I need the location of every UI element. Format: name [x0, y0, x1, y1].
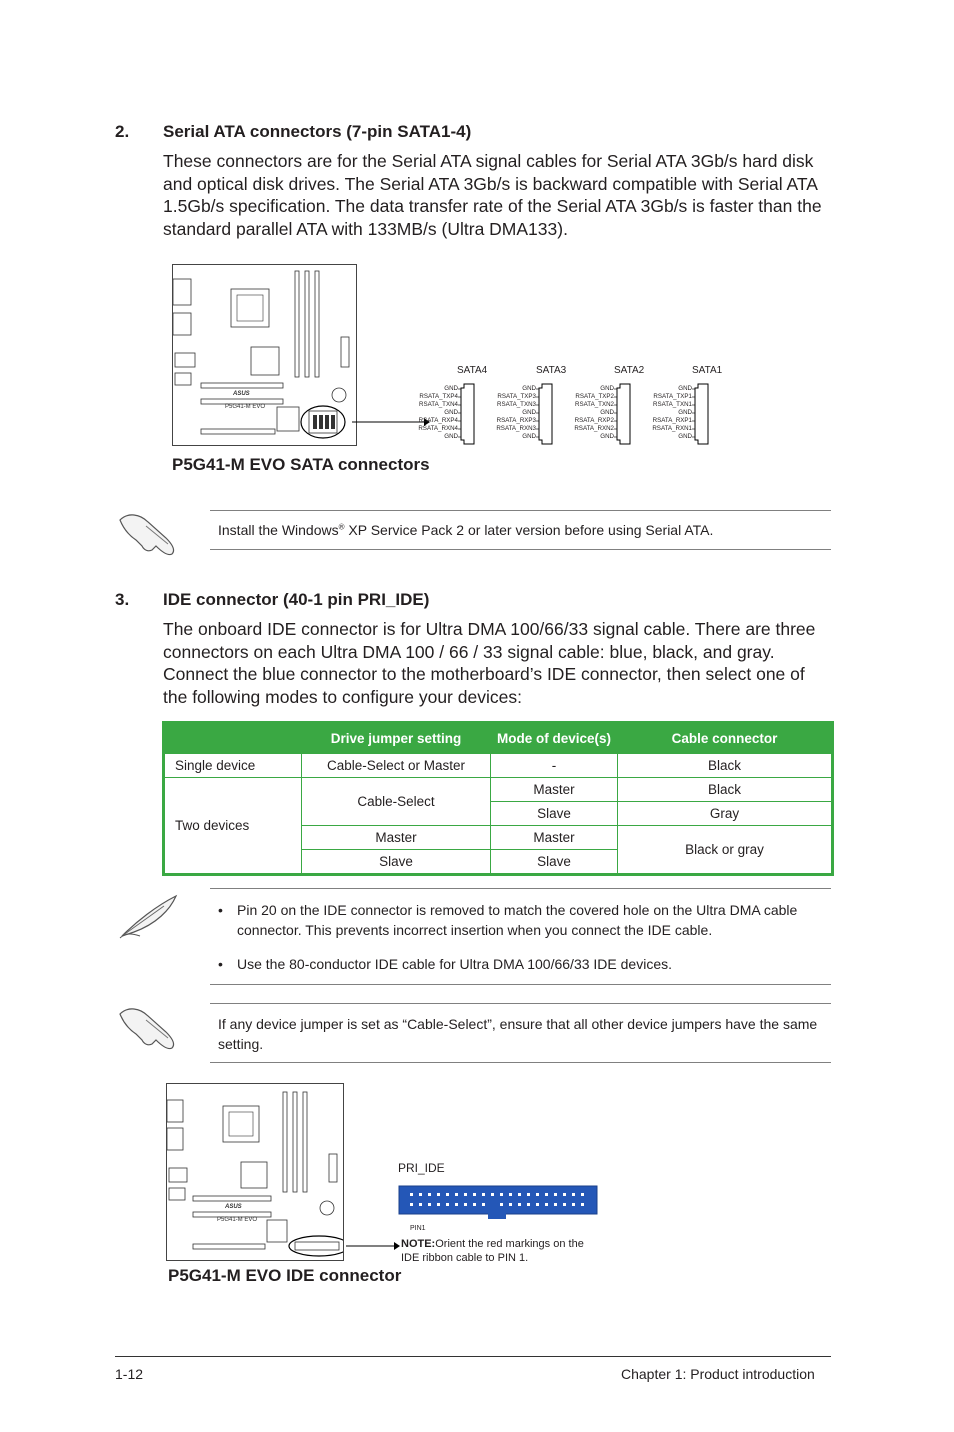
mb-model: P5G41-M EVO	[217, 1217, 258, 1223]
pin-label: GND	[522, 385, 536, 392]
pin-label: GND	[678, 409, 692, 416]
ide-note-text: Orient the red markings on the IDE ribbon cable to PIN 1.	[401, 1238, 584, 1264]
ide-pin	[446, 1203, 449, 1206]
ide-pin	[500, 1203, 503, 1206]
section3-paragraph: The onboard IDE connector is for Ultra DMA 100/66/33 signal cable. There are three connectors on each Ultra DMA 100 / 66 / 33 signal cable: blue, black, and gray. Connect the blue connector to the motherboard’s IDE connector, then select one of the following modes to configure your devices:	[163, 619, 816, 707]
note1-text-b: XP Service Pack 2 or later version before using Serial ATA.	[344, 522, 714, 538]
ide-pin	[563, 1193, 566, 1196]
table-cell: Cable-Select or Master	[302, 754, 491, 778]
motherboard-outline-icon	[167, 1084, 343, 1260]
table-header: Mode of device(s)	[491, 724, 618, 754]
ide-pin	[563, 1203, 566, 1206]
mb-brand: ASUS	[233, 391, 250, 397]
ide-note-bold: NOTE:	[401, 1238, 436, 1250]
sata4-pins	[402, 385, 458, 441]
pin-label: RSATA_TXN2	[575, 401, 614, 408]
table-header: Drive jumper setting	[302, 724, 491, 754]
pin-label: GND	[600, 385, 614, 392]
pri-ide-label: PRI_IDE	[398, 1161, 445, 1175]
ide-connector-icon	[398, 1185, 598, 1219]
bullet-text: Use the 80-conductor IDE cable for Ultra DMA 100/66/33 IDE devices.	[237, 956, 672, 972]
ide-pin	[554, 1193, 557, 1196]
pin-label: GND	[444, 433, 458, 440]
pin-label: RSATA_TXP3	[497, 393, 536, 400]
note1-bottom-rule	[210, 549, 831, 550]
pin-label: RSATA_RXP1	[652, 417, 692, 424]
pin-label: RSATA_RXP3	[496, 417, 536, 424]
table-cell: Single device	[165, 754, 302, 778]
footer-rule	[115, 1356, 831, 1357]
table-cell: Slave	[302, 850, 491, 874]
table-cell: Master	[491, 778, 618, 802]
table-cell: Master	[302, 826, 491, 850]
table-cell: Two devices	[165, 778, 302, 874]
sata-connector-shapes-icon	[458, 380, 728, 446]
bullet-item	[218, 954, 818, 974]
mb-brand: ASUS	[225, 1204, 242, 1210]
bullet-dot: •	[218, 902, 223, 918]
feather-icon	[116, 892, 182, 940]
ide-pin	[419, 1193, 422, 1196]
ide-pin	[536, 1193, 539, 1196]
table-cell: -	[491, 754, 618, 778]
ide-pin	[437, 1203, 440, 1206]
pin-label: GND	[678, 433, 692, 440]
ide-pin	[428, 1203, 431, 1206]
pin-label: RSATA_TXP4	[419, 393, 458, 400]
table-cell: Black	[618, 754, 832, 778]
pin-label: RSATA_RXN3	[496, 425, 536, 432]
table-header-row	[165, 724, 832, 754]
pin-label: GND	[600, 433, 614, 440]
note1-text	[218, 522, 713, 538]
note1-top-rule	[210, 510, 831, 511]
ide-pin	[500, 1193, 503, 1196]
sata3-label: SATA3	[536, 365, 567, 376]
table-header: Cable connector	[618, 724, 832, 754]
ide-pin	[572, 1203, 575, 1206]
note3-top-rule	[210, 1003, 831, 1004]
table-cell: Gray	[618, 802, 832, 826]
section2-title: Serial ATA connectors (7-pin SATA1-4)	[163, 122, 472, 141]
note3-bottom-rule	[210, 1062, 831, 1063]
sata4-label: SATA4	[457, 365, 488, 376]
ide-pin	[581, 1193, 584, 1196]
ide-pin	[446, 1193, 449, 1196]
ide-table	[164, 723, 832, 874]
page-number: 1-12	[115, 1366, 144, 1382]
section3-title: IDE connector (40-1 pin PRI_IDE)	[163, 590, 430, 609]
pin-label: RSATA_RXN2	[574, 425, 614, 432]
pin-label: GND	[444, 385, 458, 392]
bullet-text: Pin 20 on the IDE connector is removed to match the covered hole on the Ultra DMA cable connector. This prevents incorrect insertion when you connect the IDE cable.	[237, 902, 798, 938]
ide-pin	[491, 1193, 494, 1196]
ide-pin	[509, 1203, 512, 1206]
ide-pin	[572, 1193, 575, 1196]
ide-pin	[545, 1203, 548, 1206]
section2-paragraph: These connectors are for the Serial ATA signal cables for Serial ATA 3Gb/s hard disk and optical disk drives. The Serial ATA 3Gb/s is backward compatible with Serial ATA 1.5Gb/s specification. The data transfer rate of the Serial ATA 3Gb/s is faster than the standard parallel ATA with 133MB/s (Ultra DMA133).	[163, 151, 822, 239]
ide-pin	[410, 1193, 413, 1196]
motherboard-diagram	[172, 264, 357, 446]
ide-pin	[518, 1203, 521, 1206]
note1-sup: ®	[338, 522, 345, 532]
ide-pin	[428, 1193, 431, 1196]
callout-arrow-icon	[340, 1236, 400, 1256]
sata2-label: SATA2	[614, 365, 645, 376]
ide-pin	[419, 1203, 422, 1206]
ide-pin	[464, 1203, 467, 1206]
ide-pin	[455, 1193, 458, 1196]
table-header	[165, 724, 302, 754]
bullet-item	[218, 900, 818, 940]
pin-label: GND	[678, 385, 692, 392]
table-row	[165, 754, 832, 778]
sata-figure-caption: P5G41-M EVO SATA connectors	[172, 455, 430, 474]
pin-label: RSATA_TXN4	[419, 401, 458, 408]
pin-label: GND	[522, 409, 536, 416]
section3-number: 3.	[115, 590, 130, 609]
ide-pin	[527, 1203, 530, 1206]
table-cell: Slave	[491, 850, 618, 874]
pin-label: GND	[522, 433, 536, 440]
pin-label: GND	[444, 409, 458, 416]
pin-label: RSATA_TXP2	[575, 393, 614, 400]
ide-pin	[473, 1203, 476, 1206]
pin-label: RSATA_RXP4	[418, 417, 458, 424]
note3-text: If any device jumper is set as “Cable-Select”, ensure that all other device jumpers have the same setting.	[218, 1016, 818, 1052]
note2-bullets	[218, 900, 818, 974]
ide-pin	[554, 1203, 557, 1206]
note2-bottom-rule	[210, 984, 831, 985]
table-cell: Cable-Select	[302, 778, 491, 826]
hand-icon	[116, 1000, 182, 1050]
pin-label: RSATA_TXP1	[653, 393, 692, 400]
ide-pin	[509, 1193, 512, 1196]
hand-icon	[116, 506, 182, 556]
ide-pin	[536, 1203, 539, 1206]
ide-pin	[437, 1193, 440, 1196]
motherboard-diagram	[166, 1083, 344, 1261]
pin-label: GND	[600, 409, 614, 416]
section2-number: 2.	[115, 122, 130, 141]
ide-pin	[410, 1203, 413, 1206]
pin-label: RSATA_RXN1	[652, 425, 692, 432]
ide-note	[401, 1237, 591, 1265]
table-cell: Master	[491, 826, 618, 850]
ide-table-frame	[162, 721, 834, 876]
ide-pin	[473, 1193, 476, 1196]
pin-label: RSATA_TXN3	[497, 401, 536, 408]
ide-pin	[455, 1203, 458, 1206]
table-cell: Black or gray	[618, 826, 832, 874]
sata1-label: SATA1	[692, 365, 723, 376]
table-row	[165, 778, 832, 802]
table-cell: Black	[618, 778, 832, 802]
ide-pin	[545, 1193, 548, 1196]
pin-label: RSATA_RXN4	[418, 425, 458, 432]
pin-label: RSATA_TXN1	[653, 401, 692, 408]
mb-model: P5G41-M EVO	[225, 404, 266, 410]
ide-pin	[482, 1203, 485, 1206]
ide-pin	[527, 1193, 530, 1196]
table-cell: Slave	[491, 802, 618, 826]
ide-pin	[581, 1203, 584, 1206]
chapter-label: Chapter 1: Product introduction	[621, 1366, 815, 1382]
note1-text-a: Install the Windows	[218, 522, 339, 538]
ide-pin	[518, 1193, 521, 1196]
pin1-label: PIN1	[410, 1225, 426, 1232]
bullet-dot: •	[218, 956, 223, 972]
ide-pin	[464, 1193, 467, 1196]
ide-pin	[482, 1193, 485, 1196]
note2-top-rule	[210, 888, 831, 889]
motherboard-outline-icon	[173, 265, 356, 445]
ide-figure-caption: P5G41-M EVO IDE connector	[168, 1266, 402, 1285]
pin-label: RSATA_RXP2	[574, 417, 614, 424]
